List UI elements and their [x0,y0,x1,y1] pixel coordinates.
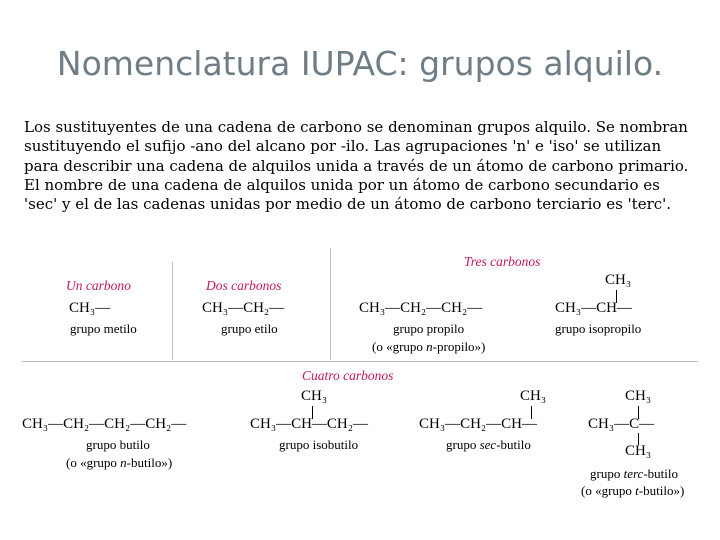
ethyl-formula: CH₃—CH₂— [202,300,285,316]
tert-butyl-alt-name: (o «grupo t-butilo») [581,483,685,498]
tert-butyl-bottom-ch3: CH₃ [625,443,652,459]
isopropyl-top-ch3: CH₃ [605,272,632,288]
ethyl-name: grupo etilo [221,321,278,336]
isobutyl-formula: CH₃—CH—CH₂— [250,416,368,432]
butyl-name: grupo butilo [86,437,150,452]
isobutyl-top-ch3: CH₃ [301,388,328,404]
tert-butyl-top-ch3: CH₃ [625,388,652,404]
butyl-formula: CH₃—CH₂—CH₂—CH₂— [22,416,187,432]
tert-butyl-formula: CH₃—C— [588,416,655,432]
propyl-alt-name: (o «grupo n-propilo») [372,339,486,354]
propyl-name: grupo propilo [393,321,465,336]
intro-paragraph: Los sustituyentes de una cadena de carbono se denominan grupos alquilo. Se nombran sustituyendo el sufijo -ano del alcano por -ilo. Las agrupaciones 'n' e 'iso' se utilizan para describir una cadena de alquilos unida a través de un átomo de carbono primario. El nombre de una cadena de alquilos unida por un átomo de carbono secundario es 'sec' y el de las cadenas unidas por medio de un átomo de carbono terciario es 'terc'. [24,118,689,214]
section-heading-two-carbons: Dos carbonos [206,278,282,293]
tert-butyl-name: grupo terc-butilo [590,466,678,481]
butyl-alt-name: (o «grupo n-butilo») [66,455,173,470]
divider-horizontal [22,361,698,362]
propyl-formula: CH₃—CH₂—CH₂— [359,300,483,316]
section-heading-three-carbons: Tres carbonos [464,254,541,269]
section-heading-one-carbon: Un carbono [66,278,131,293]
isopropyl-formula: CH₃—CH— [555,300,632,316]
divider-two-three [330,248,331,360]
divider-one-two [172,262,173,360]
section-heading-four-carbons: Cuatro carbonos [302,368,394,383]
sec-butyl-formula: CH₃—CH₂—CH— [419,416,537,432]
sec-butyl-name: grupo sec-butilo [446,437,531,452]
page-title: Nomenclatura IUPAC: grupos alquilo. [56,44,664,83]
isopropyl-name: grupo isopropilo [555,321,642,336]
sec-butyl-top-ch3: CH₃ [520,388,547,404]
isobutyl-name: grupo isobutilo [279,437,359,452]
methyl-name: grupo metilo [70,321,137,336]
methyl-formula: CH₃— [69,300,111,316]
